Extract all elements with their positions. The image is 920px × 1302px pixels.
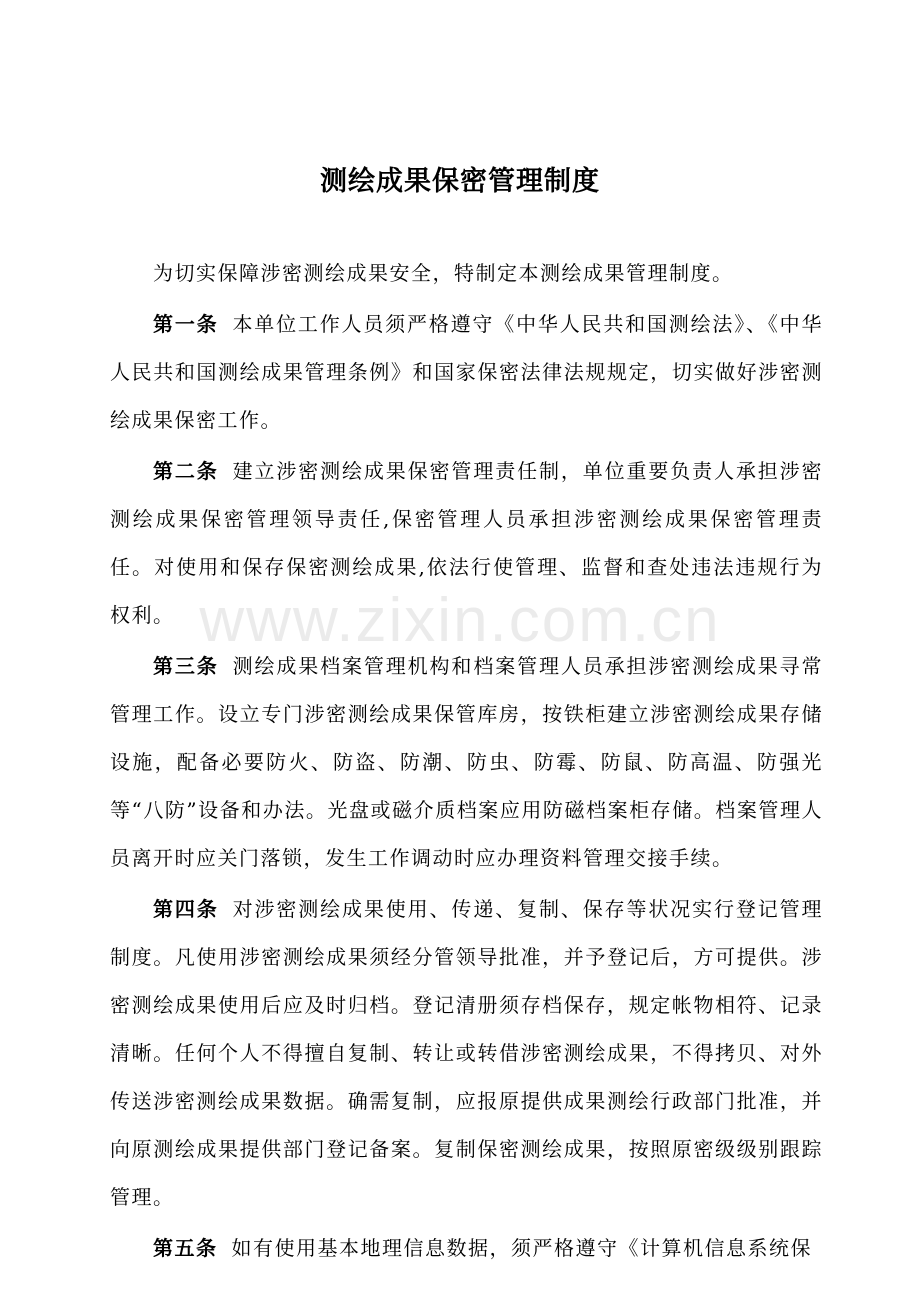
document-title: 测绘成果保密管理制度 <box>320 166 600 197</box>
article-3 <box>110 642 823 882</box>
document-body <box>110 249 823 1275</box>
article-2 <box>110 447 823 639</box>
article-3-text: 测绘成果档案管理机构和档案管理人员承担涉密测绘成果寻常管理工作。设立专门涉密测绘成果保管库房，按铁柜建立涉密测绘成果存储设施，配备必要防火、防盗、防潮、防虫、防霉、防鼠、防高温、防强光等“八防”设备和办法。光盘或磁介质档案应用防磁档案柜存储。档案管理人员离开时应关门落锁，发生工作调动时应办理资料管理交接手续。 <box>110 654 824 870</box>
article-1 <box>110 300 823 444</box>
article-3-label: 第三条 <box>153 654 219 678</box>
article-2-label: 第二条 <box>153 459 219 483</box>
article-5-label: 第五条 <box>153 1236 218 1260</box>
article-1-label: 第一条 <box>153 312 219 336</box>
article-2-text: 建立涉密测绘成果保密管理责任制，单位重要负责人承担涉密测绘成果保密管理领导责任,保密管理人员承担涉密测绘成果保密管理责任。对使用和保存保密测绘成果,依法行使管理、监督和查处违法违规行为权利。 <box>110 459 824 627</box>
article-1-text: 本单位工作人员须严格遵守《中华人民共和国测绘法》、《中华人民共和国测绘成果管理条例》和国家保密法律法规规定，切实做好涉密测绘成果保密工作。 <box>110 312 824 432</box>
article-5 <box>110 1224 823 1272</box>
article-5-text: 如有使用基本地理信息数据，须严格遵守《计算机信息系统保 <box>231 1236 812 1260</box>
article-4-label: 第四条 <box>153 897 219 921</box>
article-4-text: 对涉密测绘成果使用、传递、复制、保存等状况实行登记管理制度。凡使用涉密测绘成果须经分管领导批准，并予登记后，方可提供。涉密测绘成果使用后应及时归档。登记清册须存档保存，规定帐物相符、记录清晰。任何个人不得擅自复制、转让或转借涉密测绘成果，不得拷贝、对外传送涉密测绘成果数据。确需复制，应报原提供成果测绘行政部门批准，并向原测绘成果提供部门登记备案。复制保密测绘成果，按照原密级级别跟踪管理。 <box>110 897 824 1209</box>
article-4 <box>110 885 823 1221</box>
watermark: www.zixin.com.cn <box>199 586 721 655</box>
intro-paragraph: 为切实保障涉密测绘成果安全，特制定本测绘成果管理制度。 <box>153 261 734 285</box>
